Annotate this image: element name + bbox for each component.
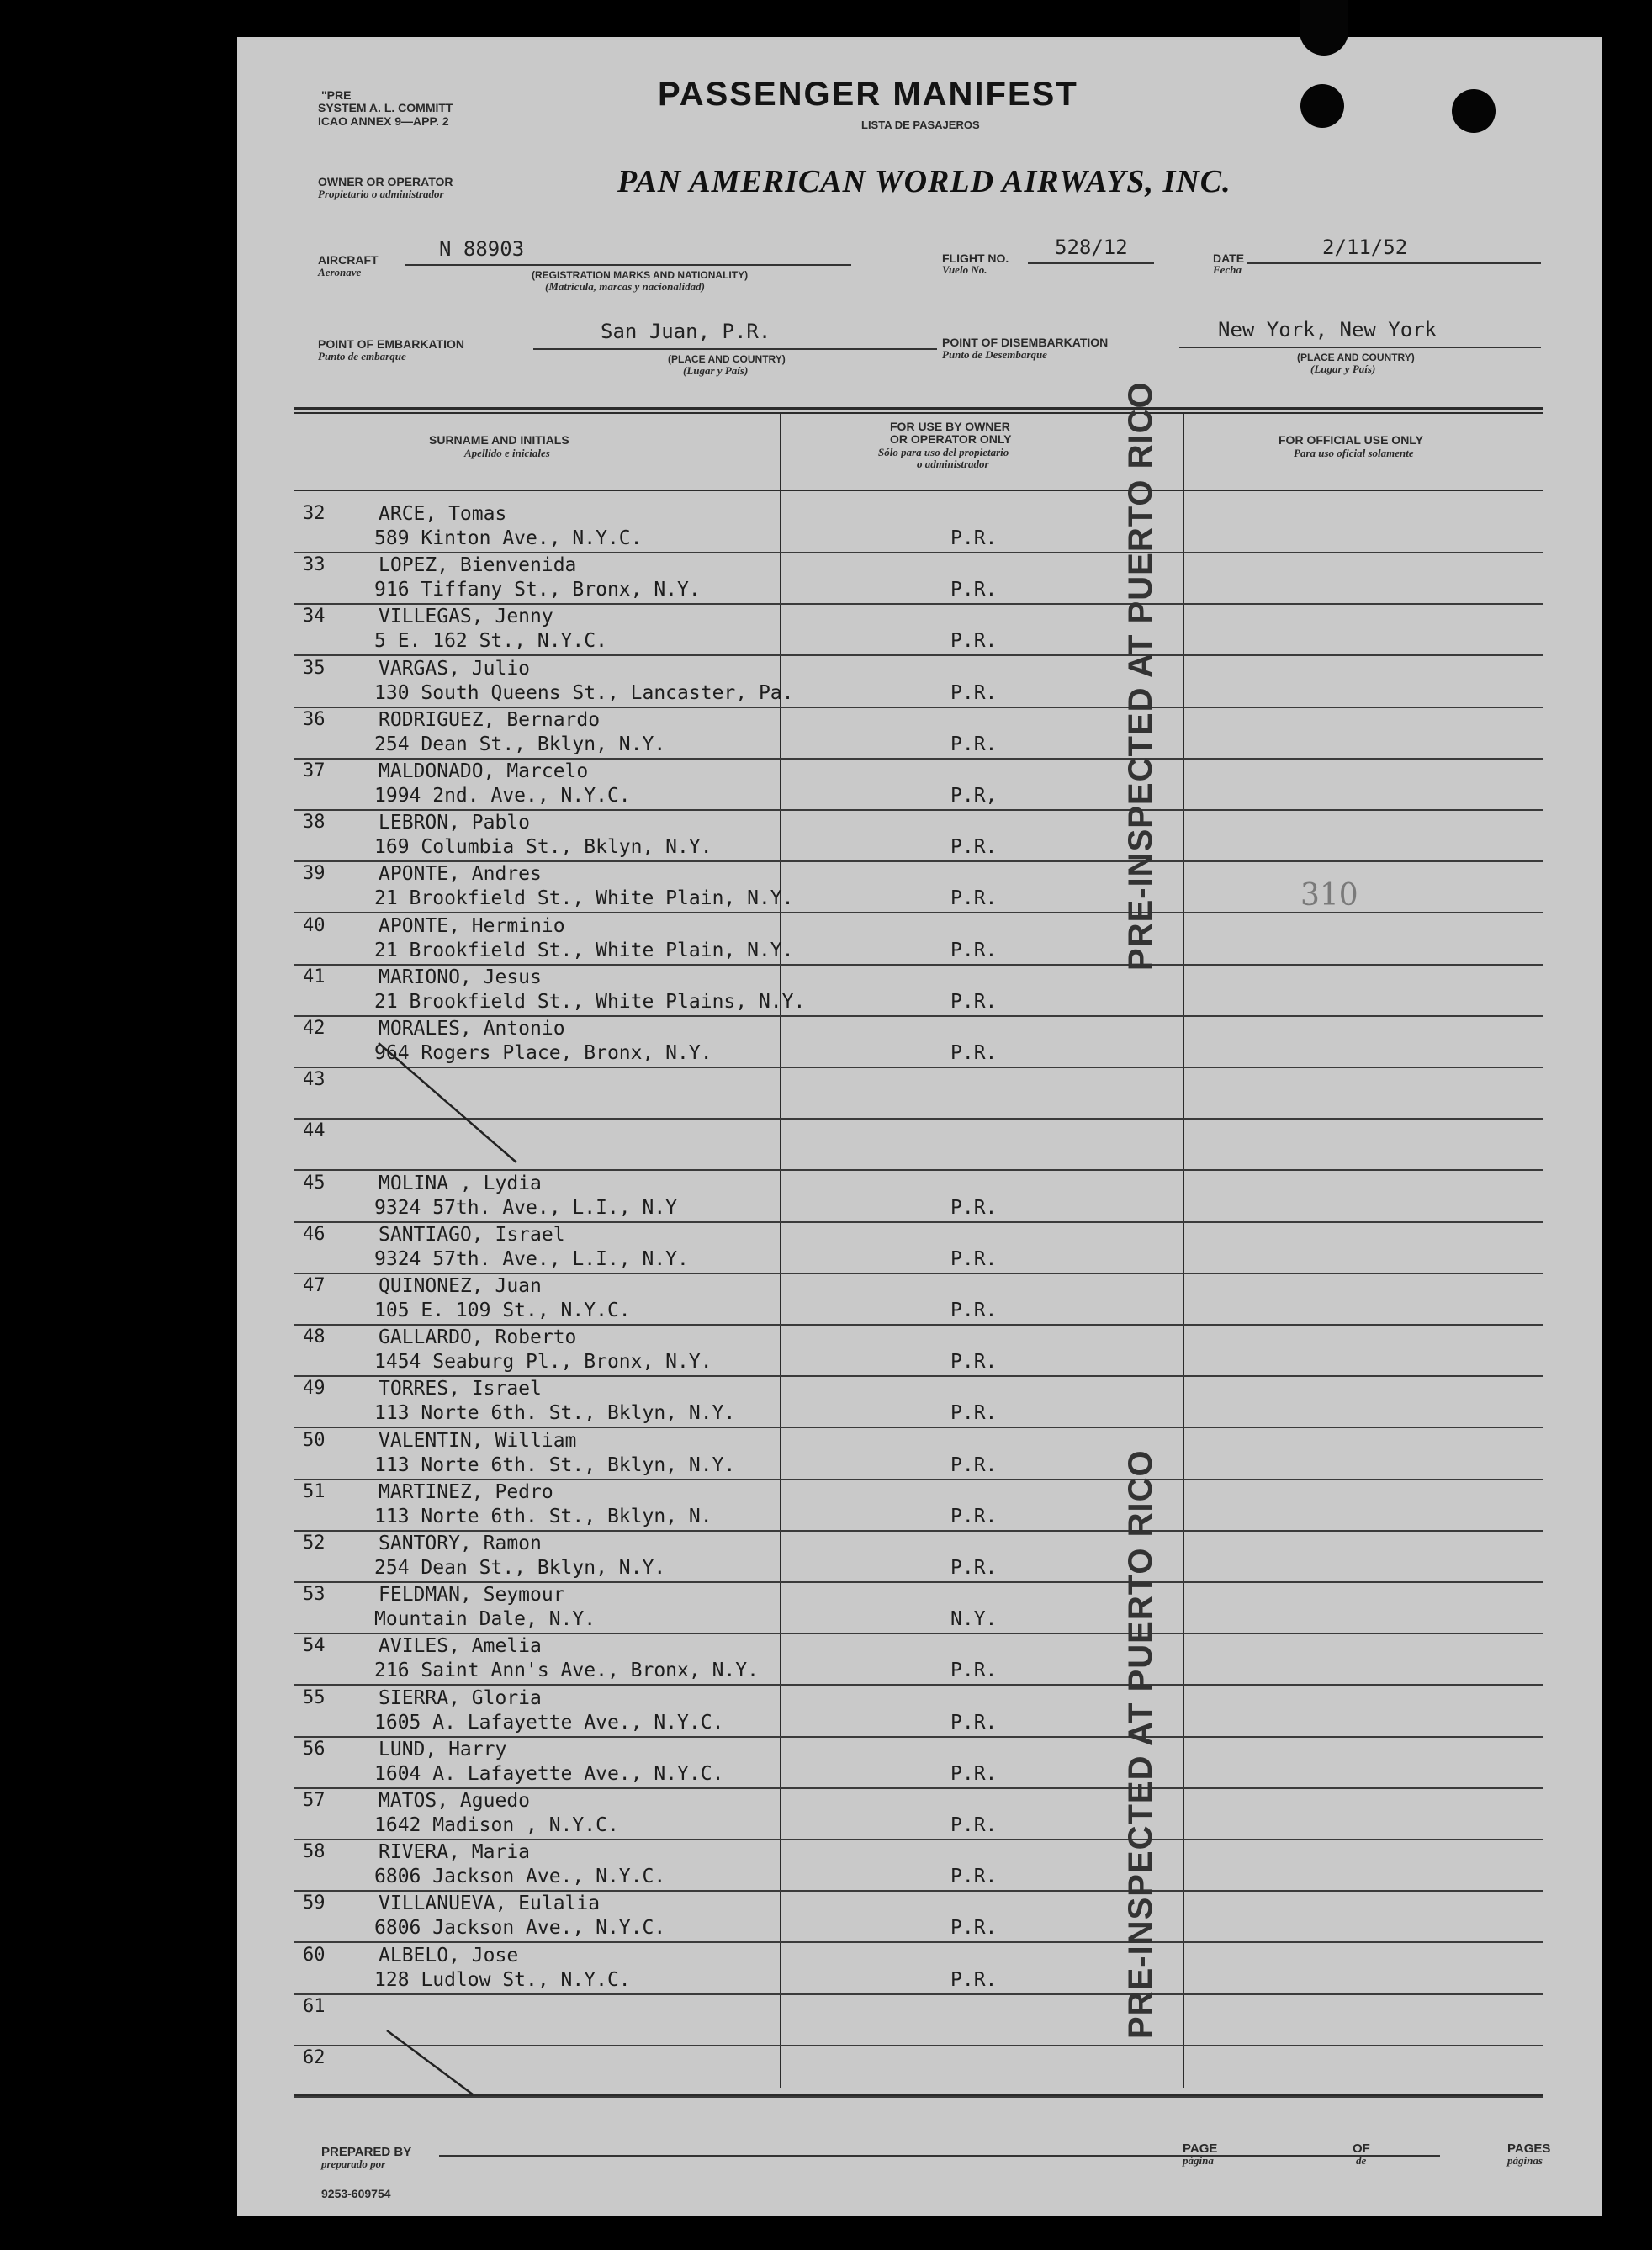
passenger-name: LUND, Harry — [379, 1738, 507, 1760]
official-use-header-es: Para uso oficial solamente — [1294, 447, 1414, 459]
passenger-address: 216 Saint Ann's Ave., Bronx, N.Y. — [374, 1660, 759, 1682]
prepared-by-label: PREPARED BY — [321, 2145, 412, 2159]
passenger-name: FELDMAN, Seymour — [379, 1584, 565, 1607]
pages-label-es: páginas — [1507, 2154, 1543, 2167]
owner-label-es: Propietario o administrador — [318, 188, 444, 200]
row-number: 59 — [303, 1893, 326, 1914]
owner-code: P.R. — [950, 1453, 998, 1476]
passenger-address: 21 Brookfield St., White Plains, N.Y. — [374, 990, 806, 1013]
owner-code: P.R. — [950, 1814, 998, 1836]
row-number: 55 — [303, 1686, 326, 1708]
passenger-name: MATOS, Aguedo — [379, 1790, 531, 1812]
passenger-name: ARCE, Tomas — [379, 503, 507, 525]
passenger-name: MOLINA , Lydia — [379, 1172, 542, 1194]
passenger-address: 1605 A. Lafayette Ave., N.Y.C. — [374, 1711, 724, 1734]
passenger-address: 964 Rogers Place, Bronx, N.Y. — [374, 1042, 712, 1064]
passenger-address: 113 Norte 6th. St., Bklyn, N. — [374, 1505, 712, 1527]
owner-code: P.R. — [950, 1660, 998, 1682]
passenger-name: MORALES, Antonio — [379, 1018, 565, 1040]
passenger-address: 130 South Queens St., Lancaster, Pa. — [374, 681, 794, 704]
row-number: 58 — [303, 1841, 326, 1863]
page-label-es: página — [1183, 2154, 1214, 2167]
owner-label: OWNER OR OPERATOR — [318, 175, 453, 188]
official-use-header: FOR OFFICIAL USE ONLY — [1279, 433, 1423, 447]
row-number: 48 — [303, 1326, 326, 1348]
aircraft-value: N 88903 — [439, 237, 525, 261]
page-title: PASSENGER MANIFEST — [658, 76, 1078, 113]
passenger-address: 21 Brookfield St., White Plain, N.Y. — [374, 887, 794, 910]
owner-code: P.R. — [950, 1711, 998, 1734]
passenger-address: 113 Norte 6th. St., Bklyn, N.Y. — [374, 1402, 736, 1425]
passenger-name: ALBELO, Jose — [379, 1944, 519, 1967]
owner-code: P.R. — [950, 681, 998, 704]
corner-code-1: "PRE — [321, 88, 352, 102]
aircraft-note: (REGISTRATION MARKS AND NATIONALITY) — [532, 269, 749, 281]
owner-code: P.R. — [950, 1762, 998, 1785]
aircraft-label: AIRCRAFT — [318, 253, 379, 267]
row-number: 42 — [303, 1018, 326, 1039]
owner-code: P.R. — [950, 1300, 998, 1321]
passenger-address: 169 Columbia St., Bklyn, N.Y. — [374, 836, 712, 859]
row-number: 32 — [303, 503, 326, 524]
row-number: 33 — [303, 554, 326, 576]
row-number: 45 — [303, 1172, 326, 1194]
passenger-address: 1642 Madison , N.Y.C. — [374, 1814, 619, 1836]
owner-use-header-es-1: Sólo para uso del propietario — [878, 446, 1009, 458]
corner-code-3: ICAO ANNEX 9—APP. 2 — [318, 114, 449, 128]
row-number: 56 — [303, 1738, 326, 1760]
row-number: 43 — [303, 1069, 326, 1091]
owner-use-header-es-2: o administrador — [917, 458, 989, 470]
passenger-name: VILLANUEVA, Eulalia — [379, 1893, 601, 1915]
embark-note: (PLACE AND COUNTRY) — [668, 353, 786, 365]
row-number: 50 — [303, 1429, 326, 1451]
passenger-address: 9324 57th. Ave., L.I., N.Y. — [374, 1247, 689, 1270]
passenger-name: MARTINEZ, Pedro — [379, 1480, 553, 1503]
official-number: 310 — [1300, 878, 1358, 913]
cancel-mark-43-44 — [237, 37, 1602, 2216]
owner-code: P.R. — [950, 1968, 998, 1991]
owner-code: P.R. — [950, 579, 998, 601]
passenger-address: 9324 57th. Ave., L.I., N.Y — [374, 1196, 678, 1219]
row-number: 61 — [303, 1995, 326, 2017]
owner-code: N.Y. — [950, 1608, 998, 1631]
passenger-name: MALDONADO, Marcelo — [379, 760, 589, 782]
flight-label-es: Vuelo No. — [942, 263, 987, 276]
pre-inspected-stamp-bottom: PRE-INSPECTED AT PUERTO RICO — [1122, 1449, 1159, 2039]
passenger-name: APONTE, Herminio — [379, 914, 565, 937]
owner-code: P.R. — [950, 939, 998, 961]
form-code: 9253-609754 — [321, 2187, 391, 2200]
passenger-name: LOPEZ, Bienvenida — [379, 554, 577, 577]
page-label: PAGE — [1183, 2141, 1218, 2156]
passenger-address: Mountain Dale, N.Y. — [374, 1608, 596, 1631]
passenger-address: 1604 A. Lafayette Ave., N.Y.C. — [374, 1762, 724, 1785]
passenger-name: MARIONO, Jesus — [379, 966, 542, 988]
disembark-label-es: Punto de Desembarque — [942, 348, 1047, 361]
row-number: 46 — [303, 1223, 326, 1245]
of-label: OF — [1353, 2141, 1370, 2156]
passenger-name: VARGAS, Julio — [379, 657, 531, 680]
row-number: 53 — [303, 1584, 326, 1606]
passenger-name: LEBRON, Pablo — [379, 812, 531, 834]
passenger-name: SIERRA, Gloria — [379, 1686, 542, 1709]
passenger-address: 916 Tiffany St., Bronx, N.Y. — [374, 579, 701, 601]
pre-inspected-stamp-top: PRE-INSPECTED AT PUERTO RICO — [1122, 381, 1159, 971]
surname-header-es: Apellido e iniciales — [464, 447, 550, 459]
owner-code: P.R. — [950, 1505, 998, 1527]
row-number: 60 — [303, 1944, 326, 1966]
passenger-name: VILLEGAS, Jenny — [379, 606, 553, 628]
owner-code: P.R. — [950, 1351, 998, 1374]
owner-code: P.R. — [950, 1196, 998, 1219]
passenger-address: 6806 Jackson Ave., N.Y.C. — [374, 1917, 666, 1940]
owner-code: P.R. — [950, 1557, 998, 1579]
passenger-address: 105 E. 109 St., N.Y.C. — [374, 1300, 631, 1321]
corner-code-2: SYSTEM A. L. COMMITT — [318, 101, 453, 114]
prepared-by-label-es: preparado por — [321, 2157, 386, 2170]
row-number: 57 — [303, 1790, 326, 1811]
aircraft-label-es: Aeronave — [318, 266, 362, 278]
owner-code: P.R, — [950, 785, 998, 807]
flight-date: 2/11/52 — [1322, 236, 1408, 259]
passenger-name: TORRES, Israel — [379, 1378, 542, 1400]
flight-label: FLIGHT NO. — [942, 251, 1009, 265]
passenger-address: 589 Kinton Ave., N.Y.C. — [374, 527, 643, 549]
operator-name: PAN AMERICAN WORLD AIRWAYS, INC. — [617, 164, 1231, 199]
row-number: 62 — [303, 2047, 326, 2068]
row-number: 37 — [303, 760, 326, 781]
owner-code: P.R. — [950, 836, 998, 859]
owner-code: P.R. — [950, 733, 998, 755]
row-number: 47 — [303, 1275, 326, 1296]
page-subtitle: LISTA DE PASAJEROS — [861, 119, 980, 131]
owner-code: P.R. — [950, 1247, 998, 1270]
passenger-address: 6806 Jackson Ave., N.Y.C. — [374, 1866, 666, 1888]
embark-note-es: (Lugar y País) — [683, 364, 749, 377]
date-label: DATE — [1213, 251, 1245, 265]
disembark-label: POINT OF DISEMBARKATION — [942, 336, 1109, 349]
owner-code: P.R. — [950, 1917, 998, 1940]
passenger-address: 128 Ludlow St., N.Y.C. — [374, 1968, 631, 1991]
passenger-name: SANTORY, Ramon — [379, 1533, 542, 1554]
row-number: 38 — [303, 812, 326, 834]
passenger-name: AVILES, Amelia — [379, 1635, 542, 1658]
passenger-name: RIVERA, Maria — [379, 1841, 531, 1864]
row-number: 34 — [303, 606, 326, 627]
passenger-address: 254 Dean St., Bklyn, N.Y. — [374, 733, 666, 755]
embark-label: POINT OF EMBARKATION — [318, 337, 464, 351]
owner-code: P.R. — [950, 887, 998, 910]
owner-use-header-2: OR OPERATOR ONLY — [890, 432, 1012, 446]
owner-code: P.R. — [950, 990, 998, 1013]
passenger-address: 5 E. 162 St., N.Y.C. — [374, 630, 607, 653]
owner-code: P.R. — [950, 1042, 998, 1064]
passenger-address: 1454 Seaburg Pl., Bronx, N.Y. — [374, 1351, 712, 1374]
surname-header: SURNAME AND INITIALS — [429, 433, 569, 447]
aircraft-note-es: (Matrícula, marcas y nacionalidad) — [545, 280, 705, 293]
owner-use-header-1: FOR USE BY OWNER — [890, 420, 1010, 433]
prepared-by-underline — [439, 2155, 1440, 2157]
passenger-name: SANTIAGO, Israel — [379, 1223, 565, 1246]
row-number: 39 — [303, 863, 326, 885]
row-number: 40 — [303, 914, 326, 936]
passenger-name: VALENTIN, William — [379, 1429, 577, 1452]
passenger-name: APONTE, Andres — [379, 863, 542, 886]
flight-number: 528/12 — [1055, 236, 1128, 259]
row-number: 51 — [303, 1480, 326, 1502]
row-number: 36 — [303, 708, 326, 730]
passenger-address: 21 Brookfield St., White Plain, N.Y. — [374, 939, 794, 961]
embark-label-es: Punto de embarque — [318, 350, 406, 363]
owner-code: P.R. — [950, 1866, 998, 1888]
owner-code: P.R. — [950, 527, 998, 549]
passenger-address: 113 Norte 6th. St., Bklyn, N.Y. — [374, 1453, 736, 1476]
row-number: 54 — [303, 1635, 326, 1657]
date-label-es: Fecha — [1213, 263, 1242, 276]
disembark-note-es: (Lugar y País) — [1310, 363, 1376, 375]
manifest-sheet — [237, 37, 1602, 2216]
row-number: 44 — [303, 1120, 326, 1142]
row-number: 49 — [303, 1378, 326, 1400]
owner-code: P.R. — [950, 1402, 998, 1425]
embark-value: San Juan, P.R. — [601, 320, 771, 343]
row-number: 41 — [303, 966, 326, 987]
passenger-name: RODRIGUEZ, Bernardo — [379, 708, 601, 731]
owner-code: P.R. — [950, 630, 998, 653]
of-label-es: de — [1356, 2154, 1367, 2167]
row-number: 52 — [303, 1533, 326, 1554]
passenger-address: 1994 2nd. Ave., N.Y.C. — [374, 785, 631, 807]
disembark-value: New York, New York — [1218, 318, 1438, 341]
disembark-note: (PLACE AND COUNTRY) — [1297, 352, 1415, 363]
passenger-name: GALLARDO, Roberto — [379, 1326, 577, 1349]
row-number: 35 — [303, 657, 326, 679]
pages-label: PAGES — [1507, 2141, 1551, 2156]
passenger-address: 254 Dean St., Bklyn, N.Y. — [374, 1557, 666, 1579]
passenger-name: QUINONEZ, Juan — [379, 1275, 542, 1297]
